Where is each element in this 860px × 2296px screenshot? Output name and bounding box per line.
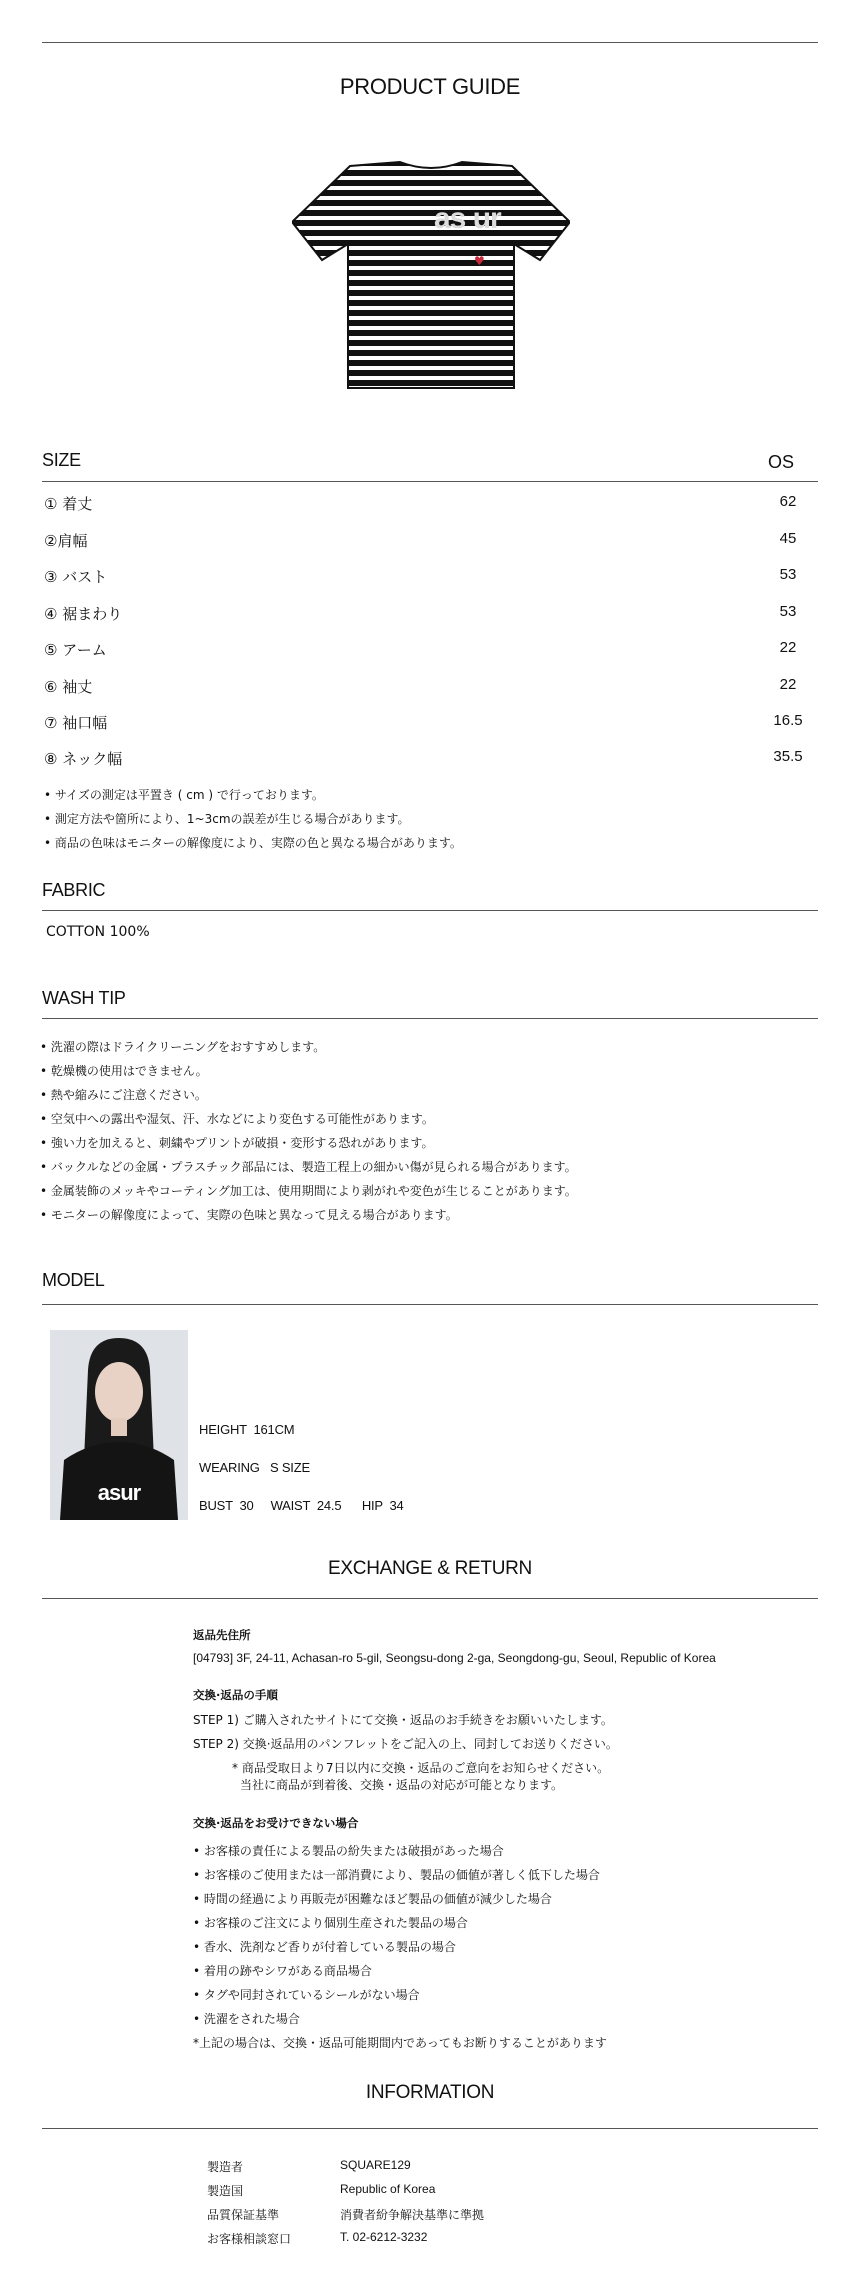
- size-label: ⑤ アーム: [44, 641, 107, 659]
- size-label: ④ 裾まわり: [44, 605, 123, 623]
- size-label: ②肩幅: [44, 532, 88, 550]
- size-row: [44, 676, 818, 700]
- procedure-title: 交換·返品の手順: [193, 1688, 278, 1702]
- information-divider: [42, 2128, 818, 2129]
- size-value: 35.5: [773, 748, 803, 765]
- model-photo: [50, 1330, 188, 1520]
- size-label: ③ バスト: [44, 568, 108, 586]
- size-row: [44, 639, 818, 663]
- product-image: [292, 160, 570, 392]
- heart-icon: ♥: [474, 254, 485, 268]
- info-value: 消費者紛争解決基準に準拠: [340, 2208, 485, 2222]
- page-title: PRODUCT GUIDE: [339, 74, 521, 99]
- refuse-item: • 着用の跡やシワがある商品場合: [193, 1964, 372, 1978]
- refuse-item: • お客様のご使用または一部消費により、製品の価値が著しく低下した場合: [193, 1868, 600, 1882]
- wash-item: • 空気中への露出や湿気、汗、水などにより変色する可能性があります。: [40, 1112, 434, 1126]
- size-value: 62: [779, 493, 797, 510]
- wash-divider: [42, 1018, 818, 1019]
- size-value: 53: [779, 603, 797, 620]
- size-column-header: OS: [767, 452, 794, 472]
- fabric-title: FABRIC: [42, 880, 106, 900]
- size-row: [44, 566, 818, 590]
- procedure-step-1: STEP 1) ご購入されたサイトにて交換・返品のお手続きをお願いいたします。: [193, 1713, 613, 1727]
- procedure-note: 当社に商品が到着後、交換・返品の対応が可能となります。: [240, 1778, 564, 1792]
- address-title: 返品先住所: [193, 1628, 251, 1642]
- wash-item: • 熱や縮みにご注意ください。: [40, 1088, 207, 1102]
- procedure-note: * 商品受取日より7日以内に交換・返品のご意向をお知らせください。: [232, 1761, 610, 1775]
- size-divider: [42, 481, 818, 482]
- wash-item: • モニターの解像度によって、実際の色味と異なって見える場合があります。: [40, 1208, 458, 1222]
- refuse-item: • 洗濯をされた場合: [193, 2012, 300, 2026]
- size-value: 22: [779, 639, 797, 656]
- size-row: [44, 603, 818, 627]
- procedure-step-2: STEP 2) 交換·返品用のパンフレットをご記入の上、同封してお送りください。: [193, 1737, 618, 1751]
- size-row: [44, 493, 818, 517]
- model-title: MODEL: [42, 1270, 105, 1290]
- info-value: T. 02-6212-3232: [340, 2230, 428, 2244]
- size-value: 22: [779, 676, 797, 693]
- model-wearing: WEARING S SIZE: [199, 1460, 310, 1475]
- striped-tshirt-illustration: [292, 160, 570, 392]
- info-key: 製造者: [207, 2160, 244, 2174]
- refuse-item: • タグや同封されているシールがない場合: [193, 1988, 420, 2002]
- info-key: 製造国: [207, 2184, 244, 2198]
- size-note: • 測定方法や箇所により、1~3cmの誤差が生じる場合があります。: [44, 812, 410, 826]
- wash-item: • 強い力を加えると、刺繍やプリントが破損・変形する恐れがあります。: [40, 1136, 434, 1150]
- exchange-divider: [42, 1598, 818, 1599]
- size-label: ⑧ ネック幅: [44, 750, 123, 768]
- size-value: 16.5: [773, 712, 803, 729]
- refuse-item: • お客様の責任による製品の紛失または破損があった場合: [193, 1844, 504, 1858]
- model-height: HEIGHT 161CM: [199, 1422, 295, 1437]
- refuse-item: • 時間の経過により再販売が困難なほど製品の価値が減少した場合: [193, 1892, 552, 1906]
- size-title: SIZE: [42, 450, 81, 470]
- wash-item: • バックルなどの金属・プラスチック部品には、製造工程上の細かい傷が見られる場合があります。: [40, 1160, 577, 1174]
- refuse-footnote: *上記の場合は、交換・返品可能期間内であってもお断りすることがあります: [193, 2036, 607, 2050]
- size-value: 45: [779, 530, 797, 547]
- shirt-print-text: as ur: [434, 202, 501, 235]
- size-value: 53: [779, 566, 797, 583]
- size-label: ① 着丈: [44, 495, 93, 513]
- info-value: Republic of Korea: [340, 2182, 436, 2196]
- info-key: お客様相談窓口: [207, 2232, 292, 2246]
- fabric-divider: [42, 910, 818, 911]
- info-key: 品質保証基準: [207, 2208, 280, 2222]
- information-title: INFORMATION: [365, 2082, 495, 2103]
- model-measures: BUST 30 WAIST 24.5 HIP 34: [199, 1498, 404, 1513]
- size-note: • サイズの測定は平置き ( cm ) で行っております。: [44, 788, 324, 802]
- wash-item: • 乾燥機の使用はできません。: [40, 1064, 208, 1078]
- exchange-title: EXCHANGE & RETURN: [328, 1558, 532, 1579]
- size-note: • 商品の色味はモニターの解像度により、実際の色と異なる場合があります。: [44, 836, 462, 850]
- refuse-title: 交換·返品をお受けできない場合: [193, 1816, 359, 1830]
- size-row: [44, 530, 818, 554]
- wash-item: • 金属装飾のメッキやコーティング加工は、使用期間により剥がれや変色が生じることがあります。: [40, 1184, 577, 1198]
- model-divider: [42, 1304, 818, 1305]
- size-label: ⑦ 袖口幅: [44, 714, 108, 732]
- size-label: ⑥ 袖丈: [44, 678, 93, 696]
- fabric-value: COTTON 100%: [46, 924, 150, 940]
- top-divider: [42, 42, 818, 43]
- model-shirt-text: asur: [97, 1480, 141, 1505]
- refuse-item: • 香水、洗剤など香りが付着している製品の場合: [193, 1940, 456, 1954]
- wash-item: • 洗濯の際はドライクリーニングをおすすめします。: [40, 1040, 326, 1054]
- refuse-item: • お客様のご注文により個別生産された製品の場合: [193, 1916, 468, 1930]
- size-row: [44, 712, 818, 736]
- info-value: SQUARE129: [340, 2158, 411, 2172]
- return-address: [04793] 3F, 24-11, Achasan-ro 5-gil, Seongsu-dong 2-ga, Seongdong-gu, Seoul, Republic of Korea: [193, 1651, 716, 1665]
- size-row: [44, 748, 818, 772]
- wash-title: WASH TIP: [42, 988, 126, 1008]
